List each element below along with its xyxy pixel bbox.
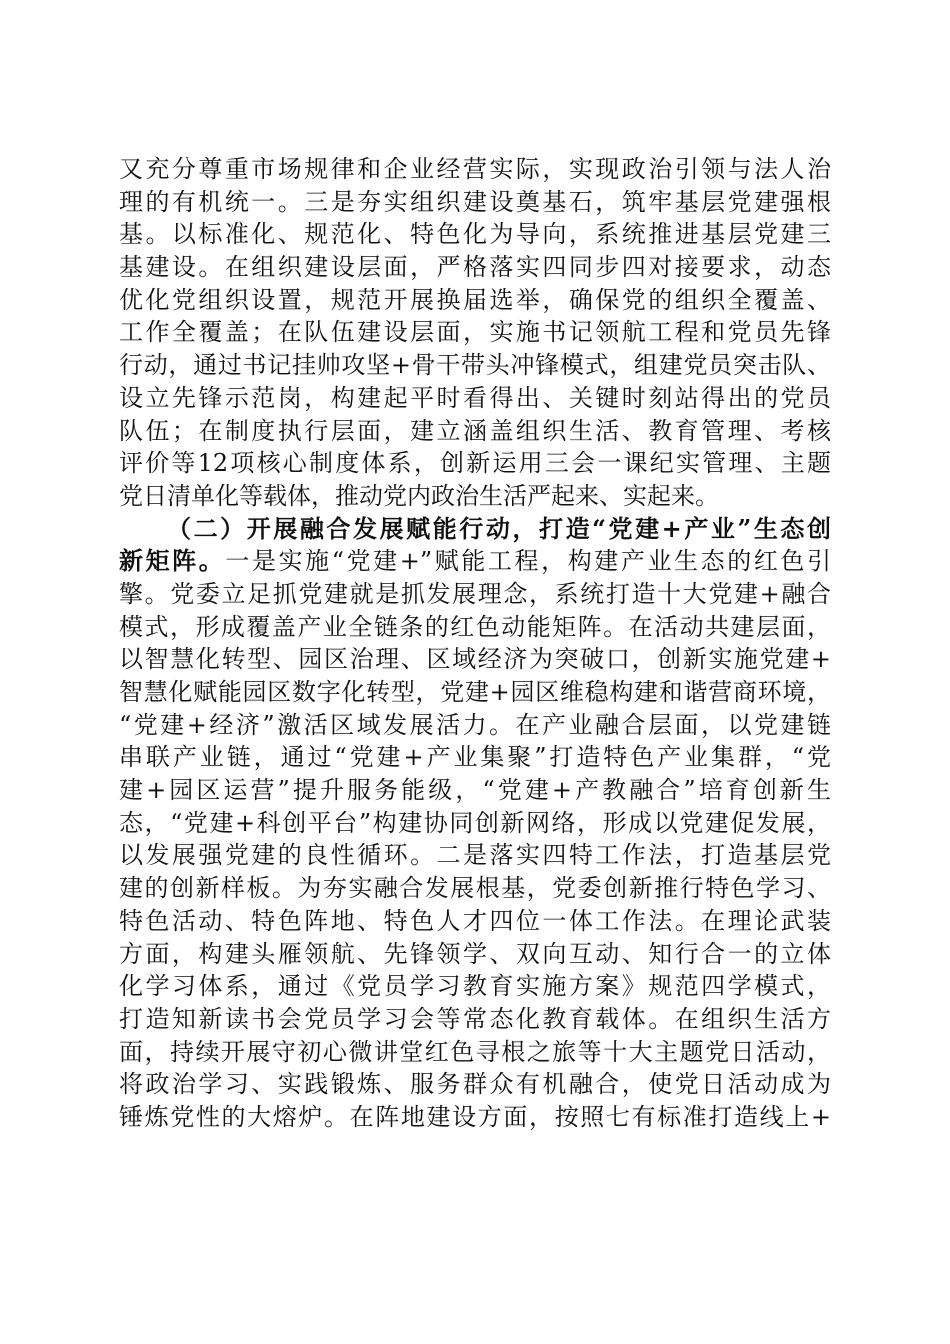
paragraph2-line: 方面，构建头雁领航、先锋领学、双向互动、知行合一的立体 — [119, 939, 831, 968]
paragraph1-line: 基。以标准化、规范化、特色化为导向，系统推进基层党建三 — [119, 220, 831, 249]
paragraph2-line: 特色活动、特色阵地、特色人才四位一体工作法。在理论武装 — [119, 906, 831, 935]
section-heading: （二）开展融合发展赋能行动，打造“党建+产业”生态创 — [167, 513, 831, 543]
paragraph2-line — [119, 545, 831, 578]
paragraph2-line: 态，“党建+科创平台”构建协同创新网络，形成以党建促发展， — [119, 808, 831, 837]
paragraph2-line: 建的创新样板。为夯实融合发展根基，党委创新推行特色学习、 — [119, 874, 831, 903]
paragraph2-line: 将政治学习、实践锻炼、服务群众有机融合，使党日活动成为 — [119, 1070, 831, 1099]
paragraph2-line: 化学习体系，通过《党员学习教育实施方案》规范四学模式， — [119, 972, 831, 1001]
paragraph1-line: 理的有机统一。三是夯实组织建设奠基石，筑牢基层党建强根 — [119, 187, 831, 216]
paragraph2-line: 以发展强党建的良性循环。二是落实四特工作法，打造基层党 — [119, 841, 831, 870]
paragraph1-line: 优化党组织设置，规范开展换届选举，确保党的组织全覆盖、 — [119, 285, 831, 314]
body-text — [119, 153, 831, 1134]
paragraph2-line: 建+园区运营”提升服务能级，“党建+产教融合”培育创新生 — [119, 776, 831, 805]
paragraph1-line: 工作全覆盖；在队伍建设层面，实施书记领航工程和党员先锋 — [119, 318, 831, 347]
paragraph2-line-text: 一是实施“党建+”赋能工程，构建产业生态的红色引 — [225, 547, 832, 576]
paragraph1-line: 又充分尊重市场规律和企业经营实际，实现政治引领与法人治 — [119, 155, 831, 183]
paragraph1-line: 行动，通过书记挂帅攻坚+骨干带头冲锋模式，组建党员突击队、 — [119, 351, 831, 380]
paragraph1-line: 党日清单化等载体，推动党内政治生活严起来、实起来。 — [119, 481, 719, 510]
paragraph1-line: 队伍；在制度执行层面，建立涵盖组织生活、教育管理、考核 — [119, 416, 831, 445]
paragraph2-line: 模式，形成覆盖产业全链条的红色动能矩阵。在活动共建层面， — [119, 612, 831, 641]
paragraph1-line: 设立先锋示范岗，构建起平时看得出、关键时刻站得出的党员 — [119, 383, 831, 412]
paragraph1-line: 基建设。在组织建设层面，严格落实四同步四对接要求，动态 — [119, 253, 831, 282]
paragraph2-line: 锤炼党性的大熔炉。在阵地建设方面，按照七有标准打造线上+ — [119, 1102, 831, 1131]
paragraph2-line: “党建+经济”激活区域发展活力。在产业融合层面，以党建链 — [119, 710, 831, 739]
paragraph2-line: 打造知新读书会党员学习会等常态化教育载体。在组织生活方 — [119, 1004, 831, 1033]
paragraph2-line: 以智慧化转型、园区治理、区域经济为突破口，创新实施党建+ — [119, 645, 831, 674]
paragraph2-line: 面，持续开展守初心微讲堂红色寻根之旅等十大主题党日活动， — [119, 1037, 831, 1066]
section-heading-end: 新矩阵。 — [119, 546, 226, 576]
paragraph1-line: 评价等12项核心制度体系，创新运用三会一课纪实管理、主题 — [119, 449, 831, 478]
paragraph2-line: 擎。党委立足抓党建就是抓发展理念，系统打造十大党建+融合 — [119, 579, 831, 608]
paragraph2-line: 智慧化赋能园区数字化转型，党建+园区维稳构建和谐营商环境， — [119, 678, 831, 706]
paragraph2-line: 串联产业链，通过“党建+产业集聚”打造特色产业集群，“党 — [119, 743, 831, 772]
